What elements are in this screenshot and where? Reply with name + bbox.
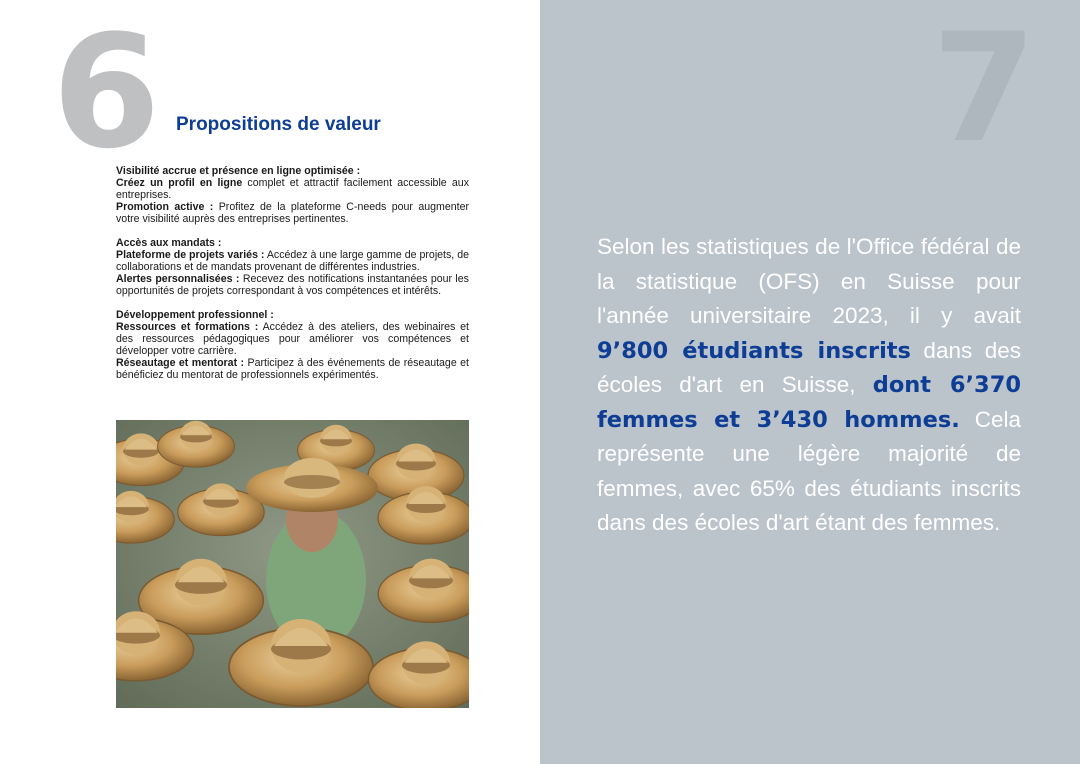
item-profile: Créez un profil en ligne complet et attractif facilement accessible aux entreprises. xyxy=(116,177,469,201)
item-promotion: Promotion active : Profitez de la plateforme C-needs pour augmenter votre visibilité auprès des entreprises pertinentes. xyxy=(116,201,469,225)
item-resources: Ressources et formations : Accédez à des ateliers, des webinaires et des ressources pédagogiques pour améliorer vos compétences et développer votre carrière. xyxy=(116,321,469,357)
page-number-7: 7 xyxy=(932,2,1037,176)
highlight-students-total: 9’800 étudiants inscrits xyxy=(597,337,911,364)
statistics-paragraph: Selon les statistiques de l'Office fédéral de la statistique (OFS) en Suisse pour l'année universitaire 2023, il y avait 9’800 étudiants inscrits dans des écoles d'art en Suisse, dont 6’370 femmes et 3’430 hommes. Cela représente une légère majorité de femmes, avec 65% des étudiants inscrits dans des écoles d'art étant des femmes. xyxy=(597,234,1022,535)
highlight-gender-split: dont 6’370 femmes et 3’430 hommes. xyxy=(597,372,1022,433)
item-custom-alerts: Alertes personnalisées : Recevez des notifications instantanées pour les opportunités de projets correspondant à vos compétences et intérêts. xyxy=(116,273,469,297)
item-projects-platform: Plateforme de projets variés : Accédez à une large gamme de projets, de collaborations et de mandats provenant de différentes industries. xyxy=(116,249,469,273)
section-heading-mandates: Accès aux mandats : xyxy=(116,237,222,249)
page-number-6: 6 xyxy=(52,1,157,183)
section-title: Propositions de valeur xyxy=(176,114,381,135)
section-heading-visibility: Visibilité accrue et présence en ligne optimisée : xyxy=(116,165,361,177)
straw-hats-photo xyxy=(116,420,469,708)
item-networking: Réseautage et mentorat : Participez à des événements de réseautage et bénéficiez du mentorat de professionnels expérimentés. xyxy=(116,357,469,381)
section-heading-development: Développement professionnel : xyxy=(116,309,274,321)
value-propositions-text xyxy=(116,165,469,381)
